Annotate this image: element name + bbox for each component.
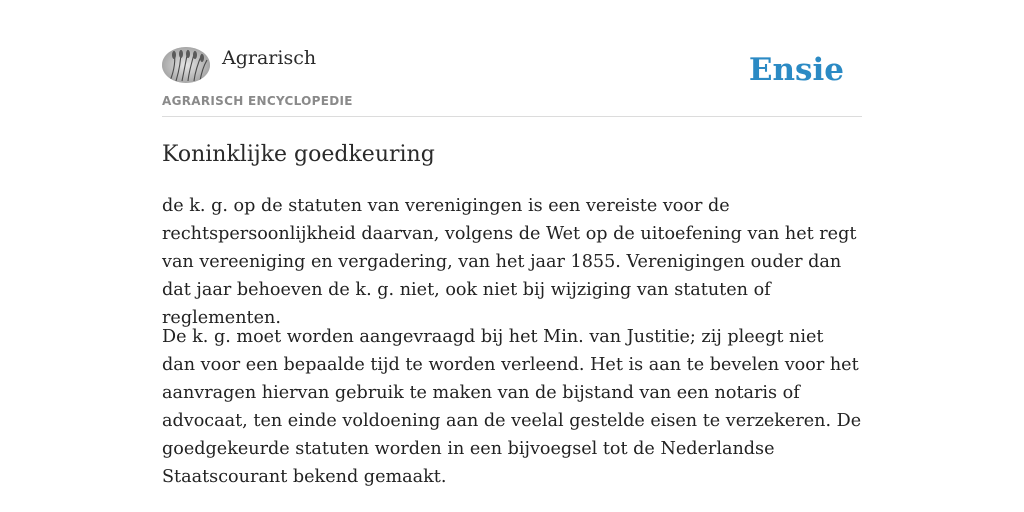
- brand-subtitle[interactable]: AGRARISCH ENCYCLOPEDIE: [162, 94, 353, 108]
- brand-name[interactable]: Agrarisch: [222, 47, 317, 69]
- page-title: Koninklijke goedkeuring: [162, 142, 435, 167]
- article-paragraph: De k. g. moet worden aangevraagd bij het Min. van Justitie; zij pleegt niet dan voor een bepaalde tijd te worden verleend. Het is aan te bevelen voor het aanvragen hiervan gebruik te maken van de bijstand van een notaris of advocaat, ten einde voldoening aan de veelal gestelde eisen te verzekeren. De goedgekeurde statuten worden in een bijvoegsel tot de Nederlandse Staatscourant bekend gemaakt.: [162, 327, 862, 487]
- wheat-thumbnail-icon[interactable]: [162, 47, 210, 83]
- page: [162, 0, 862, 487]
- site-logo-link[interactable]: Ensie: [748, 52, 844, 88]
- article-paragraph: de k. g. op de statuten van verenigingen is een vereiste voor de rechtspersoonlijkheid daarvan, volgens de Wet op de uitoefening van het regt van vereeniging en vergadering, van het jaar 1855. Verenigingen ouder dan dat jaar behoeven de k. g. niet, ook niet bij wijziging van statuten of reglementen.: [162, 196, 857, 328]
- header: [162, 0, 862, 117]
